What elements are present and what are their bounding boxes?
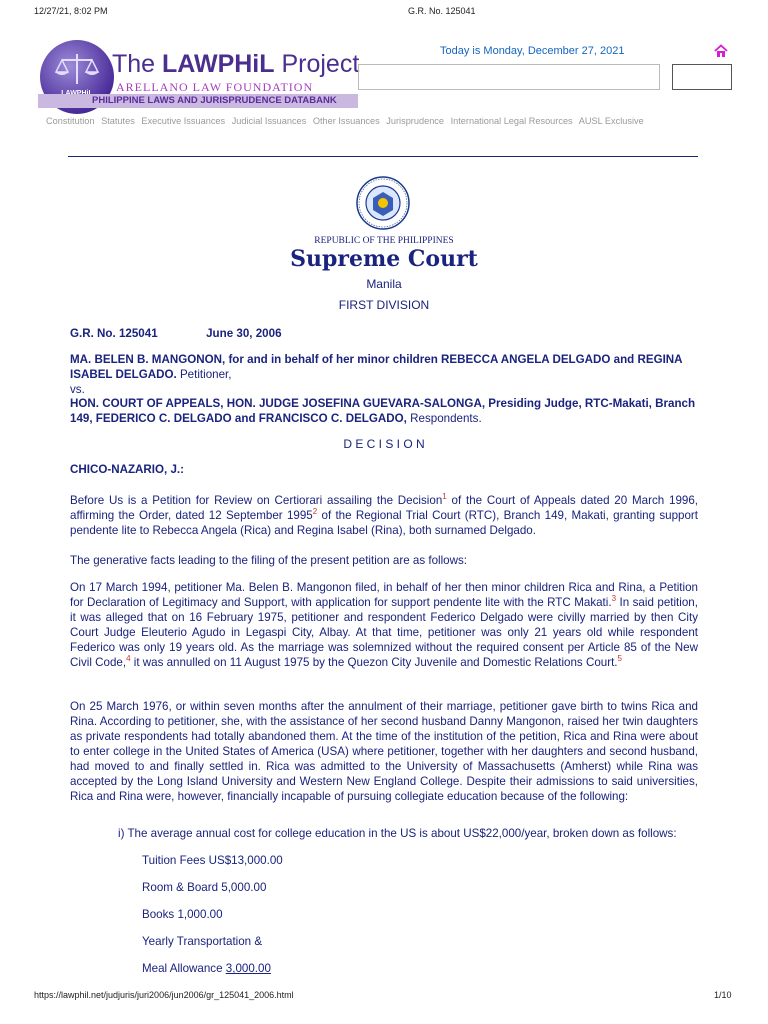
divider — [68, 156, 698, 157]
nav-executive-issuances[interactable]: Executive Issuances — [141, 116, 226, 126]
p3-text-c: it was annulled on 11 August 1975 by the Quezon City Juvenile and Domestic Relations Court. — [130, 656, 618, 669]
cost-books: Books 1,000.00 — [142, 908, 223, 921]
cost-item-i: i) The average annual cost for college education in the US is about US$22,000/year, broken down as follows: — [118, 827, 677, 840]
footnote-3-link[interactable]: 3 — [611, 594, 617, 604]
nav-other-issuances[interactable]: Other Issuances — [312, 116, 380, 126]
republic-label: REPUBLIC OF THE PHILIPPINES — [314, 236, 454, 246]
search-input[interactable] — [358, 64, 660, 90]
petitioner-role: Petitioner, — [176, 368, 232, 381]
paragraph-3 — [70, 580, 698, 670]
page-url: https://lawphil.net/judjuris/juri2006/jun2006/gr_125041_2006.html — [34, 990, 294, 1000]
paragraph-2: The generative facts leading to the filing of the present petition are as follows: — [70, 554, 468, 567]
print-header — [0, 0, 768, 22]
court-name: Supreme Court — [290, 246, 478, 272]
cost-meal-value: 3,000.00 — [225, 962, 271, 975]
page-number: 1/10 — [714, 990, 732, 1000]
paragraph-4: On 25 March 1976, or within seven months after the annulment of their marriage, petitioner gave birth to twins Rica and Rina. According to petitioner, she, with the assistance of her second husband Danny Mangonon, raised her twin daughters as private respondents had totally abandoned them. At the time of the institution of the petition, Rica and Rina were about to enter college in the United States of America (USA) where petitioner, together with her daughters and second husband, had moved to and finally settled in. Rica was admitted to the University of Massachusetts (Amherst) while Rina was accepted by the Long Island University and Western New England College. Despite their admissions to said universities, Rica and Rina were, however, financially incapable of pursuing collegiate education because of the following: — [70, 700, 698, 803]
nav-ausl-exclusive[interactable]: AUSL Exclusive — [578, 116, 644, 126]
case-header — [70, 326, 698, 341]
nav-statutes[interactable]: Statutes — [101, 116, 135, 126]
petitioner-names: MA. BELEN B. MANGONON, for and in behalf of her minor children REBECCA ANGELA DELGADO and REGINA ISABEL DELGADO. — [70, 353, 683, 381]
cost-tuition: Tuition Fees US$13,000.00 — [142, 854, 283, 867]
footnote-2-link[interactable]: 2 — [312, 507, 318, 517]
cost-meal — [142, 961, 542, 976]
print-doc-title: G.R. No. 125041 — [408, 6, 476, 16]
case-date: June 30, 2006 — [206, 327, 282, 340]
versus: vs. — [70, 383, 85, 396]
nav-constitution[interactable]: Constitution — [46, 116, 95, 126]
p1-text-b: of the Court of Appeals dated 20 March 1996, affirming the Order, dated 12 September 1995 — [70, 494, 699, 522]
databank-strip — [38, 94, 358, 108]
court-division: FIRST DIVISION — [338, 298, 430, 312]
today-date: Today is Monday, December 27, 2021 — [440, 45, 625, 57]
gr-number: G.R. No. 125041 — [70, 327, 158, 340]
home-icon[interactable] — [714, 44, 728, 58]
ponente: CHICO-NAZARIO, J.: — [70, 463, 185, 476]
cost-meal-label: Meal Allowance — [142, 962, 226, 975]
supreme-court-seal-icon — [356, 176, 410, 230]
title-brand: LAWPHiL — [162, 50, 275, 78]
respondents-block — [70, 396, 698, 426]
search-button[interactable] — [672, 64, 732, 90]
footnote-4-link[interactable]: 4 — [126, 654, 131, 664]
footnote-5-link[interactable]: 5 — [617, 654, 622, 664]
databank-label: PHILIPPINE LAWS AND JURISPRUDENCE DATABANK — [92, 95, 337, 106]
site-title[interactable] — [112, 50, 359, 79]
decision-heading: D E C I S I O N — [343, 437, 425, 451]
respondent-names: HON. COURT OF APPEALS, HON. JUDGE JOSEFINA GUEVARA-SALONGA, Presiding Judge, RTC-Makati, Branch 149, FEDERICO C. DELGADO and FRANCISCO C. DELGADO, — [70, 397, 696, 425]
main-nav — [46, 116, 648, 126]
print-datetime: 12/27/21, 8:02 PM — [34, 6, 108, 16]
nav-judicial-issuances[interactable]: Judicial Issuances — [231, 116, 307, 126]
cost-transport-label: Yearly Transportation & — [142, 935, 263, 948]
nav-international-legal-resources[interactable]: International Legal Resources — [450, 116, 573, 126]
title-suffix: Project — [274, 50, 360, 78]
cost-room-board: Room & Board 5,000.00 — [142, 881, 267, 894]
nav-jurisprudence[interactable]: Jurisprudence — [386, 116, 445, 126]
p1-text-a: Before Us is a Petition for Review on Certiorari assailing the Decision — [70, 494, 443, 507]
court-city: Manila — [366, 277, 402, 291]
p3-text-a: On 17 March 1994, petitioner Ma. Belen B. Mangonon filed, in behalf of her then minor children Rica and Rina, a Petition for Declaration of Legitimacy and Support, with application for support pendente lite with the RTC Makati. — [70, 581, 698, 609]
paragraph-1 — [70, 493, 698, 538]
p1-text-c: of the Regional Trial Court (RTC), Branch 149, Makati, granting support pendente lite to Rebecca Angela (Rica) and Regina Isabel (Rina), both surnamed Delgado. — [70, 509, 699, 537]
respondents-role: Respondents. — [406, 412, 482, 425]
site-subtitle: ARELLANO LAW FOUNDATION — [116, 80, 314, 94]
title-prefix: The — [112, 50, 163, 78]
footnote-1-link[interactable]: 1 — [442, 492, 447, 502]
p3-text-b: In said petition, it was alleged that on 16 February 1975, petitioner and respondent Federico Delgado were civilly married by then City Court Judge Eleuterio Agudo in Legaspi City, Albay. At that time, petitioner was only 21 years old while respondent Federico was only 19 years old. As the marriage was solemnized without the required consent per Article 85 of the New Civil Code, — [70, 596, 698, 669]
petitioner-block — [70, 352, 698, 382]
